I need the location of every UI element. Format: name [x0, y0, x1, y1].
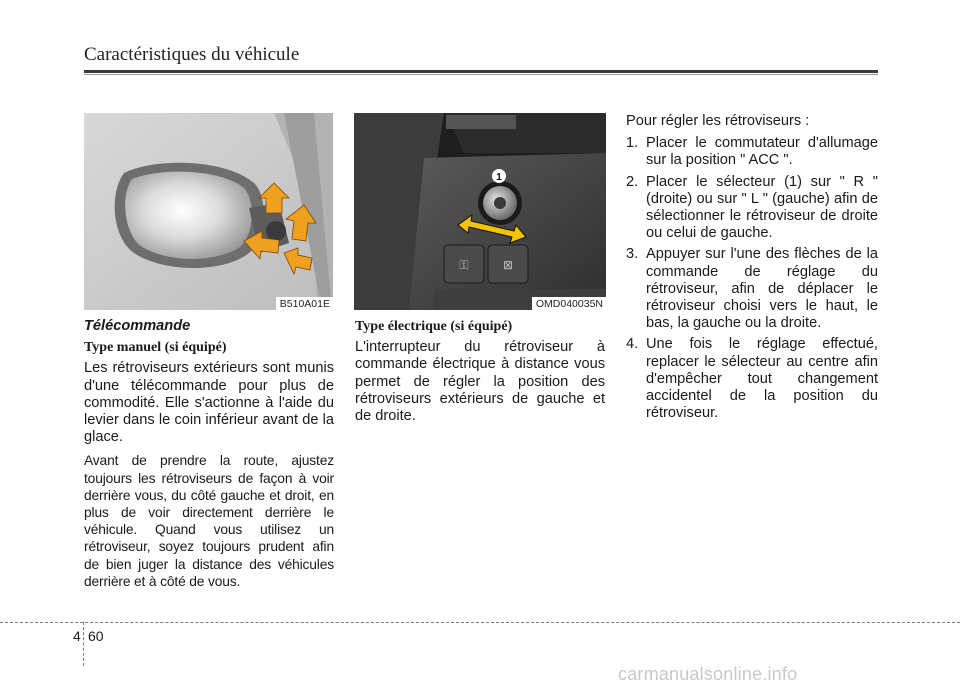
page-header-title: Caractéristiques du véhicule [84, 44, 300, 65]
step-text: Une fois le réglage effectué, replacer le sélecteur au centre afin d'empêcher tout changement accidentel de la position du rétroviseur. [646, 336, 878, 422]
footer-divider [83, 622, 84, 666]
header-rule [84, 70, 878, 73]
step-text: Appuyer sur l'une des flèches de la commande de réglage du rétroviseur, afin de déplacer le rétroviseur choisi vers le haut, le bas, la gauche ou la droite. [646, 246, 878, 332]
middle-column [355, 318, 605, 425]
subtitle-manual: Type manuel (si équipé) [84, 340, 227, 356]
paragraph: L'interrupteur du rétroviseur à commande électrique à distance vous permet de régler la position des rétroviseurs extérieurs de gauche et de droite. [355, 339, 605, 425]
svg-text:⊠: ⊠ [502, 258, 514, 272]
manual-mirror-illustration [84, 113, 333, 310]
figure-manual-mirror [84, 113, 333, 310]
paragraph: Les rétroviseurs extérieurs sont munis d'une télécommande pour plus de commodité. Elle s'actionne à l'aide du levier dans le coin inférieur avant de la glace. [84, 360, 334, 446]
list-item [626, 174, 878, 243]
step-number: 1. [626, 135, 639, 152]
step-number: 3. [626, 246, 639, 263]
watermark: carmanualsonline.info [618, 664, 798, 684]
svg-text:⚿: ⚿ [459, 258, 469, 272]
figure-code: OMD040035N [532, 297, 606, 310]
subtitle-electric: Type électrique (si équipé) [355, 319, 513, 334]
footer-rule [0, 622, 960, 623]
paragraph: Avant de prendre la route, ajustez toujours les rétroviseurs de façon à voir derrière vous, du côté gauche et droit, en plus de voir directement derrière le véhicule. Quand vous utilisez un rétroviseur, soyez toujours prudent afin de bien juger la distance des véhicules derrière et à côté de vous. [84, 453, 334, 589]
figure-electric-switch [354, 113, 606, 310]
list-item [626, 246, 878, 332]
step-number: 2. [626, 173, 639, 190]
page-number: 60 [88, 628, 104, 644]
steps-list [626, 135, 878, 422]
step-text: Placer le commutateur d'allumage sur la position " ACC ". [646, 135, 878, 169]
left-column [84, 318, 334, 590]
chapter-number: 4 [73, 628, 81, 644]
section-title: Télécommande [84, 318, 191, 334]
header-rule-thin [84, 74, 878, 75]
electric-switch-illustration [354, 113, 606, 310]
list-item [626, 135, 878, 169]
callout-number: 1 [496, 172, 502, 183]
step-number: 4. [626, 336, 639, 353]
right-column [626, 113, 878, 426]
figure-code: B510A01E [276, 297, 333, 310]
intro-text: Pour régler les rétroviseurs : [626, 113, 810, 129]
step-text: Placer le sélecteur (1) sur " R " (droite) ou sur " L " (gauche) afin de sélectionner le rétroviseur de droite ou celui de gauche. [646, 173, 878, 242]
list-item [626, 336, 878, 422]
